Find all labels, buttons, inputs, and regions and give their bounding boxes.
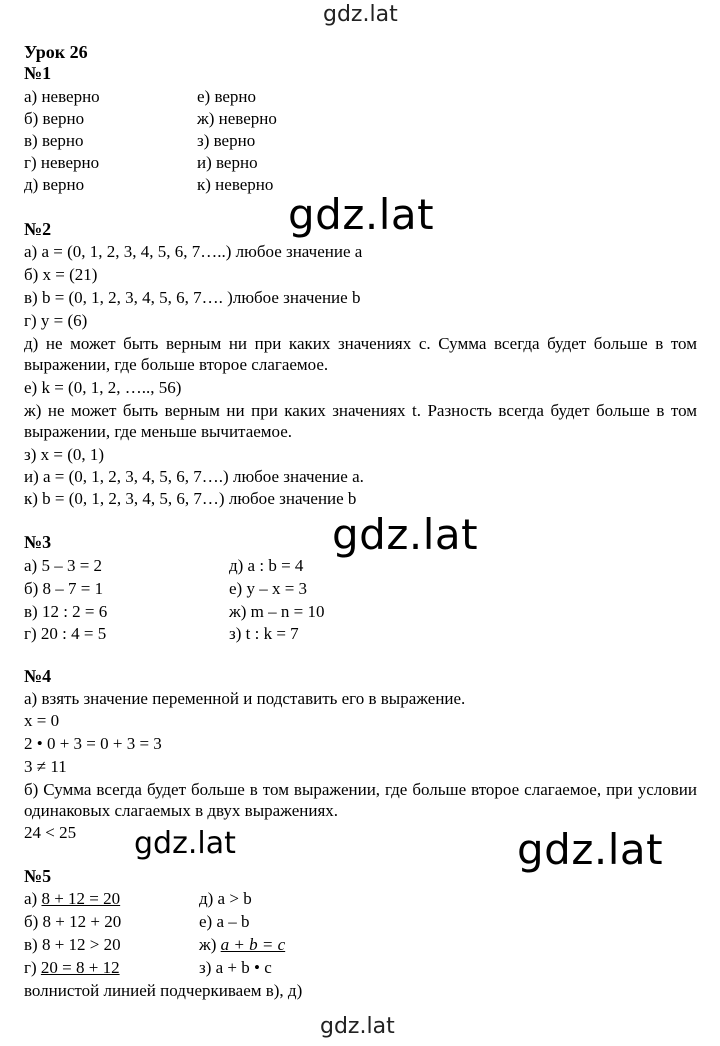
- n5-d: д) a > b: [199, 889, 252, 908]
- n2-z: з) x = (0, 1): [24, 445, 105, 464]
- n1-right-zh: ж) неверно: [197, 109, 277, 128]
- n2-k: к) b = (0, 1, 2, 3, 4, 5, 6, 7…) любое значение b: [24, 489, 357, 508]
- n1-right-i: и) верно: [197, 153, 258, 172]
- n5-zh: [199, 934, 285, 955]
- n3-right-d: д) a : b = 4: [229, 556, 304, 575]
- n3-left-b: б) 8 – 7 = 1: [24, 579, 104, 598]
- watermark-top: gdz.lat: [323, 2, 398, 27]
- n3-right-zh: ж) m – n = 10: [229, 602, 325, 621]
- n2-i: и) a = (0, 1, 2, 3, 4, 5, 6, 7….) любое значение a.: [24, 467, 364, 486]
- watermark-bottom: gdz.lat: [320, 1014, 395, 1039]
- n5-e: е) a – b: [199, 912, 250, 931]
- watermark-medium: gdz.lat: [134, 826, 236, 861]
- n5-zh-prefix: ж): [199, 935, 221, 954]
- n3-left-a: а) 5 – 3 = 2: [24, 556, 103, 575]
- n1-left-v: в) верно: [24, 131, 84, 150]
- n5-a-prefix: а): [24, 889, 42, 908]
- n4-line3: 2 • 0 + 3 = 0 + 3 = 3: [24, 734, 162, 753]
- n3-left-g: г) 20 : 4 = 5: [24, 624, 107, 643]
- n5-note: волнистой линией подчеркиваем в), д): [24, 981, 303, 1000]
- n2-e: е) k = (0, 1, 2, ….., 56): [24, 378, 182, 397]
- n1-left-a: а) неверно: [24, 87, 100, 106]
- lesson-title: Урок 26: [24, 42, 88, 62]
- n2-v: в) b = (0, 1, 2, 3, 4, 5, 6, 7…. )любое значение b: [24, 288, 361, 307]
- n2-d: д) не может быть верным ни при каких значениях c. Сумма всегда будет больше в том выражении, где больше второе слагаемое.: [24, 334, 697, 374]
- n5-a: [24, 888, 120, 909]
- n4-heading: №4: [24, 666, 52, 686]
- n4-a: а) взять значение переменной и подставить его в выражение.: [24, 689, 466, 708]
- n3-left-v: в) 12 : 2 = 6: [24, 602, 108, 621]
- n1-left-g: г) неверно: [24, 153, 100, 172]
- n4-line6: 24 < 25: [24, 823, 77, 842]
- n1-right-e: е) верно: [197, 87, 257, 106]
- n3-right-e: е) y – x = 3: [229, 579, 308, 598]
- n5-zh-expr: a + b = c: [220, 935, 286, 954]
- n1-right-z: з) верно: [197, 131, 256, 150]
- watermark-large-3: gdz.lat: [517, 825, 664, 874]
- n2-zh: ж) не может быть верным ни при каких значениях t. Разность всегда будет больше в том выражении, где меньше вычитаемое.: [24, 401, 697, 441]
- n2-b: б) x = (21): [24, 265, 98, 284]
- n1-heading: №1: [24, 63, 52, 83]
- n5-g: [24, 957, 120, 978]
- n5-heading: №5: [24, 866, 52, 886]
- n5-g-expr: 20 = 8 + 12: [40, 958, 120, 977]
- n2-g: г) y = (6): [24, 311, 88, 330]
- n2-a: а) a = (0, 1, 2, 3, 4, 5, 6, 7…..) любое значение a: [24, 242, 363, 261]
- n3-right-z: з) t : k = 7: [229, 624, 299, 643]
- watermark-large-1: gdz.lat: [288, 190, 435, 239]
- n2-heading: №2: [24, 219, 52, 239]
- watermark-large-2: gdz.lat: [332, 510, 479, 559]
- n5-z: з) a + b • c: [199, 958, 272, 977]
- n1-left-d: д) верно: [24, 175, 85, 194]
- n4-line2: x = 0: [24, 711, 60, 730]
- n4-line4: 3 ≠ 11: [24, 757, 67, 776]
- n1-right-k: к) неверно: [197, 175, 274, 194]
- n5-a-expr: 8 + 12 = 20: [41, 889, 121, 908]
- n5-b: б) 8 + 12 + 20: [24, 912, 122, 931]
- n5-v: в) 8 + 12 > 20: [24, 935, 121, 954]
- n4-b: б) Сумма всегда будет больше в том выражении, где больше второе слагаемое, при условии одинаковых слагаемых в двух выражениях.: [24, 780, 697, 820]
- n1-left-b: б) верно: [24, 109, 85, 128]
- n5-g-prefix: г): [24, 958, 41, 977]
- n3-heading: №3: [24, 532, 52, 552]
